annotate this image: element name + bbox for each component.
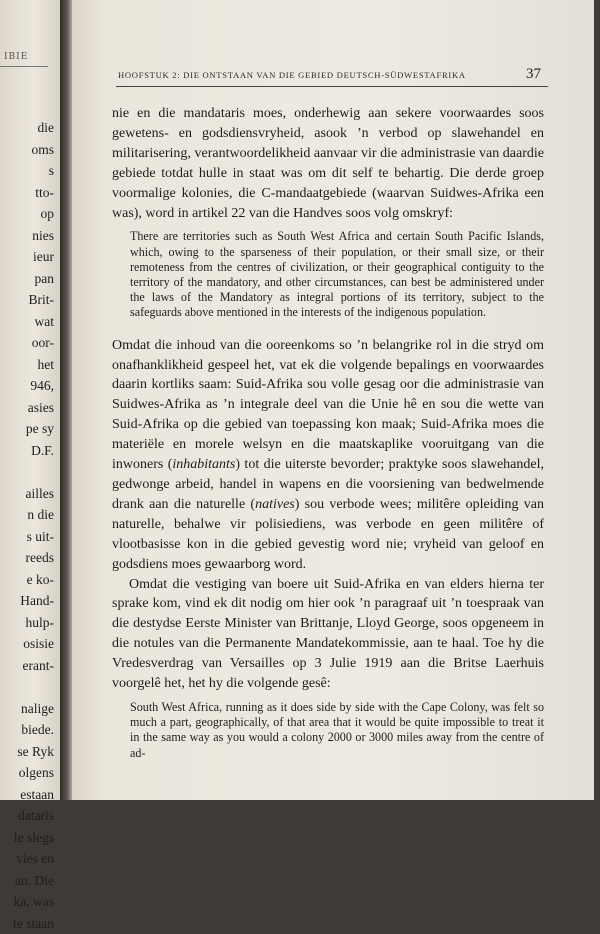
left-page-line-ending: pan	[13, 268, 54, 290]
paragraph-2-italic-inhabitants: inhabitants	[172, 457, 235, 472]
header-rule	[116, 86, 548, 87]
left-page-line-ending: wat	[13, 311, 54, 333]
left-page-line-ending: tto-	[13, 182, 54, 204]
left-page-line-ending: te staan	[13, 913, 54, 934]
left-page-line-endings	[13, 117, 54, 934]
right-page	[72, 0, 594, 800]
left-page-header-fragment: IBIE	[4, 52, 28, 62]
left-page-line-ending: osisie	[13, 633, 54, 655]
left-page-header-rule	[0, 66, 48, 67]
running-head: HOOFSTUK 2: DIE ONTSTAAN VAN DIE GEBIED DEUTSCH-SÜDWESTAFRIKA	[118, 70, 543, 80]
left-page-line-ending: le slegs	[13, 827, 54, 849]
left-page-line-ending: ka, was	[13, 891, 54, 913]
left-page-line-ending: ailles	[13, 483, 54, 505]
block-quote-1: There are territories such as South West Africa and certain South Pacific Islands, which, owing to the sparseness of their population, or their small size, or their remoteness from the centres of civilization, or their geographical contiguity to the territory of the mandatory, and other circumstances, can best be administered under the laws of the Mandatory as integral portions of its territory, subject to the safeguards above mentioned in the interests of the indigenous population.	[130, 229, 544, 320]
paragraph-2	[112, 336, 544, 575]
left-page-line-ending: biede.	[13, 719, 54, 741]
page-number: 37	[526, 66, 541, 83]
left-page-line-ending: op	[13, 203, 54, 225]
left-page-line-ending: n die	[13, 504, 54, 526]
paragraph-2-text-c: ) sou verbode wees; militêre opleiding van naturelle, behalwe vir polisiediens, was verbode en geen militêre of vlootbasisse kon in die gebied gevestig word nie; vryheid van geloof en godsdiens moes gewaarborg word.	[112, 497, 544, 572]
left-page-line-ending: het	[13, 354, 54, 376]
block-quote-2: South West Africa, running as it does side by side with the Cape Colony, was felt so much a part, geographically, of that area that it would be quite impossible to treat it in the same way as you would a colony 2000 or 3000 miles away from the centre of ad-	[130, 700, 544, 761]
paragraph-3: Omdat die vestiging van boere uit Suid-Afrika en van elders hierna ter sprake kom, vind ek dit nodig om hier ook ’n paragraaf uit ’n toespraak van die destydse Eerste Minister van Brittanje, Lloyd George, soos opgeneem in die notules van die Permanente Mandatekommissie, aan te haal. Toe hy die Vredesverdrag van Versailles op 3 Julie 1919 aan die Britse Laerhuis voorgelê het, het hy die volgende gesê:	[112, 575, 544, 694]
left-page-line-ending	[13, 461, 54, 483]
left-page-line-ending: oms	[13, 139, 54, 161]
paragraph-2-text-a: Omdat die inhoud van die ooreenkoms so ’n belangrike rol in die stryd om onafhanklikheid gespeel het, vat ek die volgende bepalings en voorwaardes daarin kortliks saam: Suid-Afrika sou volle gesag oor die administrasie van Suidwes-Afrika as ’n integrale deel van die Unie hê en sou die wette van Suid-Afrika op die gebied van toepassing kon maak; Suid-Afrika moes die materiële en morele welsyn en die maatskaplike vooruitgang van die inwoners (	[112, 338, 544, 472]
paragraph-2-italic-natives: natives	[255, 497, 295, 512]
paragraph-1: nie en die mandataris moes, onderhewig aan sekere voorwaardes soos gewetens- en godsdiensvryheid, asook ’n verbod op slawehandel en militarisering, verantwoordelikheid aanvaar vir die administrasie van daardie gebiede totdat hulle in staat was om dit self te behartig. Die derde groep voormalige kolonies, die C-mandaatgebiede (waarvan Suidwes-Afrika een was), word in artikel 22 van die Handves soos volg omskryf:	[112, 104, 544, 223]
left-page-line-ending: asies	[13, 397, 54, 419]
left-page-line-ending: ieur	[13, 246, 54, 268]
left-page-line-ending: D.F.	[13, 440, 54, 462]
page-body	[112, 104, 544, 767]
left-page-line-ending: Brit-	[13, 289, 54, 311]
left-page-line-ending: vies en	[13, 848, 54, 870]
left-page-line-ending: oor-	[13, 332, 54, 354]
left-page-line-ending: nalige	[13, 698, 54, 720]
left-page-line-ending: nies	[13, 225, 54, 247]
left-page-line-ending: s uit-	[13, 526, 54, 548]
left-page-line-ending: hulp-	[13, 612, 54, 634]
left-page-line-ending: s	[13, 160, 54, 182]
left-page-line-ending: Hand-	[13, 590, 54, 612]
left-page-line-ending: se Ryk	[13, 741, 54, 763]
left-page-line-ending: die	[13, 117, 54, 139]
left-page-line-ending: an. Die	[13, 870, 54, 892]
left-page-line-ending: 946,	[13, 375, 54, 397]
left-page-line-ending	[13, 676, 54, 698]
left-page-line-ending: olgens	[13, 762, 54, 784]
left-page-line-ending: dataris	[13, 805, 54, 827]
paragraph-2-text-b: ) tot die uiterste bevorder; praktyke soos slawehandel, gedwonge arbeid, handel in wapens en die voorsiening van bedwelmende drank aan die naturelle (	[112, 457, 544, 512]
left-page-line-ending: e ko-	[13, 569, 54, 591]
left-page-line-ending: pe sy	[13, 418, 54, 440]
left-page	[0, 0, 62, 800]
left-page-line-ending: estaan	[13, 784, 54, 806]
left-page-line-ending: reeds	[13, 547, 54, 569]
left-page-line-ending: erant-	[13, 655, 54, 677]
